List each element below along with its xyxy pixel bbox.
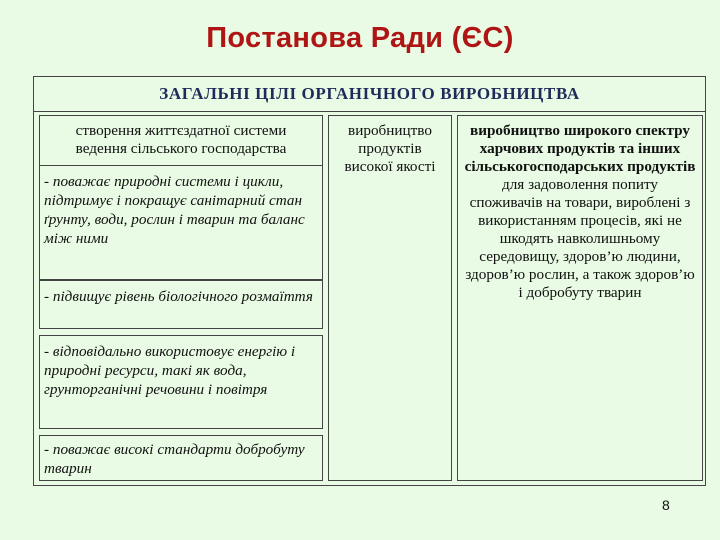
col3-text-bold: виробництво широкого спектру харчових продуктів та інших сільськогосподарських продуктів [464, 122, 696, 175]
col2-text: виробництво продуктів високої якості [344, 122, 436, 175]
col2-cell [328, 115, 452, 481]
col1-heading-line2: ведення сільського господарства [75, 140, 287, 157]
col1-item-1 [39, 165, 323, 280]
col1-item-4-text: - поважає високі стандарти добробуту тварин [44, 441, 305, 477]
col1-heading [39, 115, 323, 167]
col1-item-4 [39, 435, 323, 481]
page-title: Постанова Ради (ЄС) [206, 22, 514, 54]
table-header: ЗАГАЛЬНІ ЦІЛІ ОРГАНІЧНОГО ВИРОБНИЦТВА [34, 77, 705, 112]
col1-item-3-text: - відповідально використовує енергію і природні ресурси, такі як вода, грунторганічні речовини і повітря [44, 343, 296, 398]
col1-item-1-text: - поважає природні системи і цикли, підтримує і покращує санітарний стан ґрунту, води, рослин і тварин та баланс між ними [44, 173, 305, 247]
goals-table [33, 76, 706, 486]
page-number: 8 [662, 497, 670, 513]
col1-item-2-text: - підвищує рівень біологічного розмаїття [44, 288, 313, 305]
col1-item-2 [39, 280, 323, 329]
col3-cell [457, 115, 703, 481]
col1-item-3 [39, 335, 323, 429]
col1-heading-line1: створення життєздатної системи [75, 122, 287, 139]
col3-text-rest: для задоволення попиту споживачів на товари, вироблені з використанням процесів, які не шкодять навколишньому середовищу, здоров’ю людини, здоров’ю рослин, а також здоров’ю і добробуту тварин [465, 176, 695, 301]
